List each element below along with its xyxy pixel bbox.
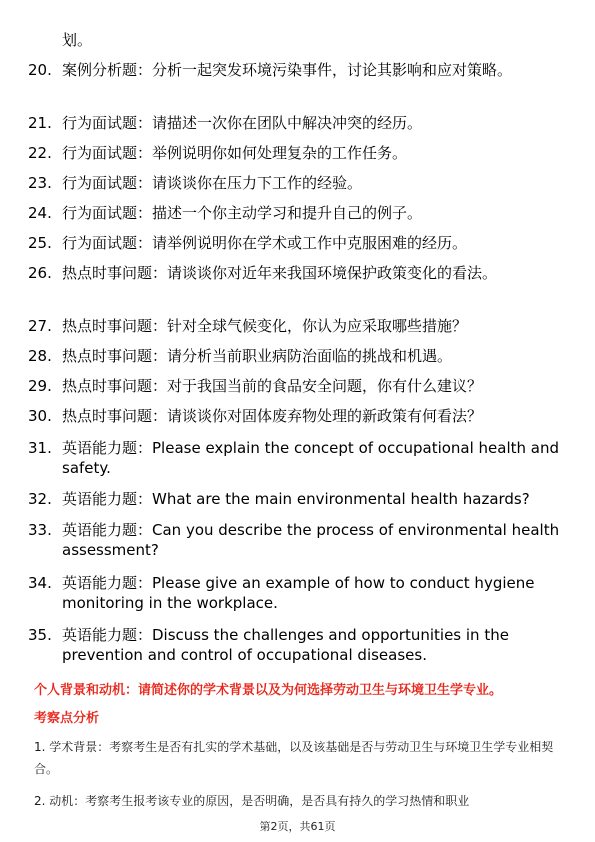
item-number: 30. <box>28 407 52 425</box>
item-text: 行为面试题：请描述一次你在团队中解决冲突的经历。 <box>62 114 423 132</box>
item-text: 英语能力题：Discuss the challenges and opportunities in the prevention and control of occupational diseases. <box>62 626 509 664</box>
item-number: 32. <box>28 490 52 508</box>
item-text: 英语能力题：Please give an example of how to conduct hygiene monitoring in the workplace. <box>62 574 535 612</box>
item-number: 29. <box>28 377 52 395</box>
item-number: 24. <box>28 204 52 222</box>
analysis-heading: 考察点分析 <box>34 711 100 726</box>
item-text: 行为面试题：请举例说明你在学术或工作中克服困难的经历。 <box>62 234 468 252</box>
item-number: 20. <box>28 61 52 79</box>
page-footer: 第2页，共61页 <box>259 820 336 833</box>
item-number: 34. <box>28 574 52 592</box>
item-text: 英语能力题：What are the main environmental health hazards? <box>62 490 530 508</box>
item-text: 行为面试题：请谈谈你在压力下工作的经验。 <box>62 174 363 192</box>
item-text: 行为面试题：描述一个你主动学习和提升自己的例子。 <box>62 204 423 222</box>
continuation-text: 划。 <box>62 31 93 49</box>
item-number: 21. <box>28 114 52 132</box>
analysis-point: 1. 学术背景：考察考生是否有扎实的学术基础，以及该基础是否与劳动卫生与环境卫生学专业相契合。 <box>34 740 554 776</box>
section-heading: 个人背景和动机：请简述你的学术背景以及为何选择劳动卫生与环境卫生学专业。 <box>34 683 503 698</box>
item-number: 27. <box>28 317 52 335</box>
item-number: 35. <box>28 626 52 644</box>
item-text: 英语能力题：Can you describe the process of environmental health assessment? <box>62 521 560 559</box>
item-number: 31. <box>28 439 52 457</box>
item-text: 热点时事问题：请谈谈你对固体废弃物处理的新政策有何看法？ <box>62 407 483 425</box>
item-text: 热点时事问题：针对全球气候变化，你认为应采取哪些措施？ <box>62 317 468 335</box>
item-text: 案例分析题：分析一起突发环境污染事件，讨论其影响和应对策略。 <box>62 61 513 79</box>
item-text: 热点时事问题：请谈谈你对近年来我国环境保护政策变化的看法。 <box>62 264 498 282</box>
item-text: 热点时事问题：请分析当前职业病防治面临的挑战和机遇。 <box>62 347 453 365</box>
item-number: 28. <box>28 347 52 365</box>
analysis-point: 2. 动机：考察考生报考该专业的原因，是否明确，是否具有持久的学习热情和职业 <box>34 794 470 808</box>
item-text: 英语能力题：Please explain the concept of occupational health and safety. <box>62 439 560 477</box>
item-number: 33. <box>28 521 52 539</box>
item-text: 热点时事问题：对于我国当前的食品安全问题，你有什么建议？ <box>62 377 483 395</box>
item-text: 行为面试题：举例说明你如何处理复杂的工作任务。 <box>62 144 408 162</box>
item-number: 22. <box>28 144 52 162</box>
item-number: 23. <box>28 174 52 192</box>
item-number: 26. <box>28 264 52 282</box>
item-number: 25. <box>28 234 52 252</box>
